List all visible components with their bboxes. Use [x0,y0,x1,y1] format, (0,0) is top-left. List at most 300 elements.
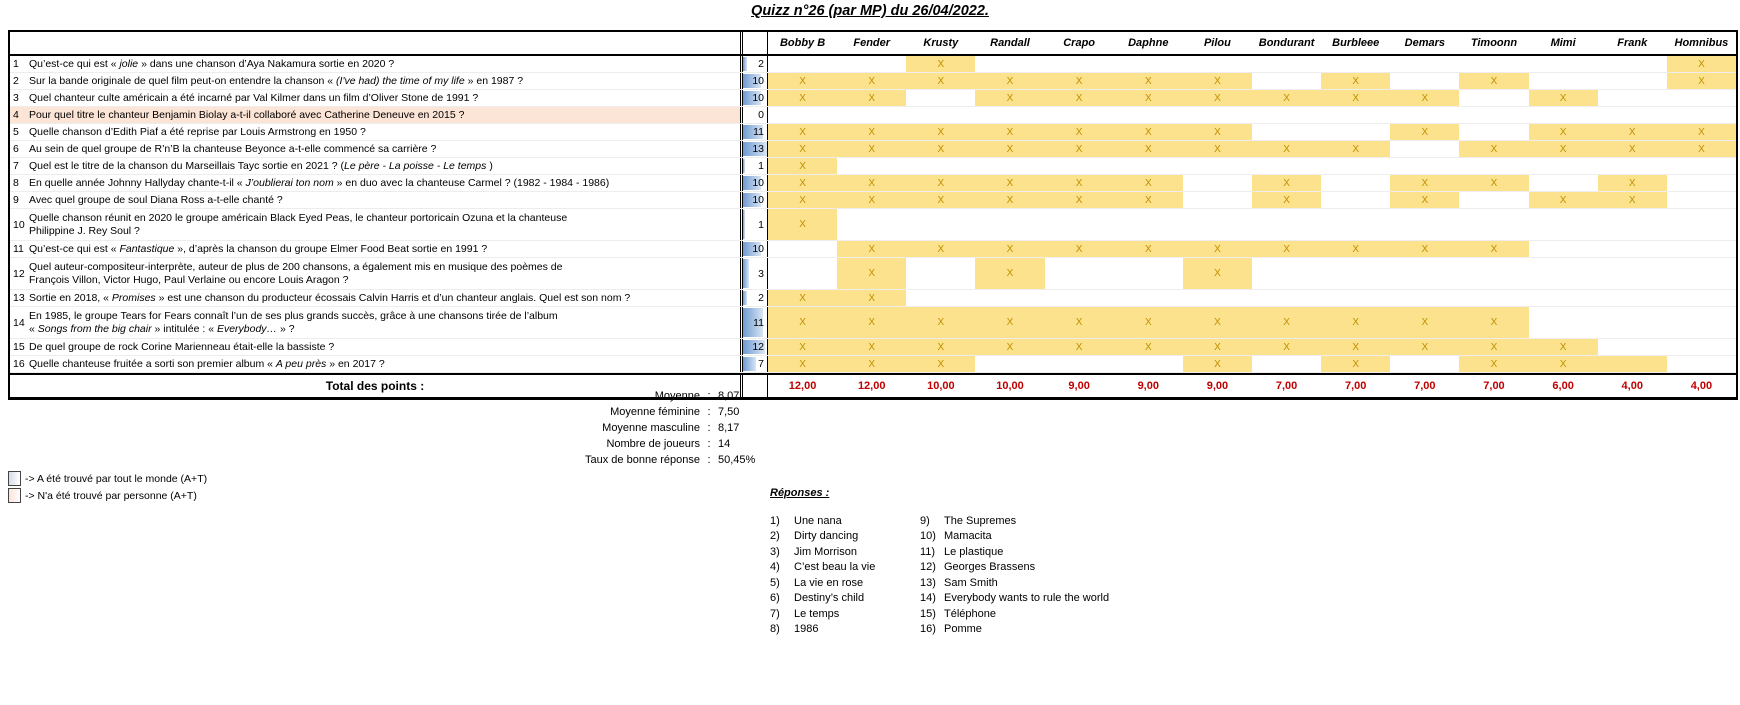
mark-cell[interactable] [1390,258,1459,289]
mark-cell[interactable] [906,209,975,240]
mark-cell[interactable] [1183,107,1252,123]
mark-cell[interactable] [1529,158,1598,174]
mark-cell[interactable]: X [768,209,837,240]
mark-cell[interactable]: X [1390,307,1459,338]
stat-value[interactable]: 7,50 [718,406,740,418]
mark-cell[interactable] [837,209,906,240]
mark-cell[interactable] [1598,258,1667,289]
mark-cell[interactable] [1459,209,1528,240]
mark-cell[interactable] [975,290,1044,306]
mark-cell[interactable] [1114,356,1183,372]
mark-cell[interactable]: X [1321,73,1390,89]
mark-cell[interactable] [1114,56,1183,72]
mark-cell[interactable]: X [837,241,906,257]
mark-cell[interactable]: X [1045,307,1114,338]
mark-cell[interactable]: X [837,141,906,157]
mark-cell[interactable] [1252,158,1321,174]
mark-cell[interactable]: X [1529,192,1598,208]
mark-cell[interactable]: X [1459,241,1528,257]
mark-cell[interactable] [1045,258,1114,289]
score-cell[interactable] [740,356,768,372]
mark-cell[interactable]: X [1114,90,1183,106]
mark-cell[interactable]: X [837,290,906,306]
mark-cell[interactable] [1390,107,1459,123]
mark-cell[interactable]: X [906,175,975,191]
mark-cell[interactable]: X [906,73,975,89]
question-cell[interactable] [10,141,740,157]
mark-cell[interactable]: X [1114,241,1183,257]
mark-cell[interactable]: X [906,241,975,257]
player-header[interactable]: Homnibus [1674,37,1729,49]
mark-cell[interactable] [1252,290,1321,306]
mark-cell[interactable]: X [975,90,1044,106]
mark-cell[interactable] [1667,90,1736,106]
total-value[interactable]: 9,00 [1206,380,1229,392]
mark-cell[interactable]: X [1598,124,1667,140]
mark-cell[interactable]: X [975,339,1044,355]
score-cell[interactable] [740,241,768,257]
mark-cell[interactable] [1321,175,1390,191]
answer-item[interactable] [770,513,920,529]
mark-cell[interactable]: X [1183,73,1252,89]
player-header[interactable]: Krusty [923,37,959,49]
mark-cell[interactable] [1183,209,1252,240]
mark-cell[interactable] [975,107,1044,123]
mark-cell[interactable] [1598,290,1667,306]
question-cell[interactable] [10,124,740,140]
mark-cell[interactable]: X [906,339,975,355]
player-header[interactable]: Randall [990,37,1030,49]
player-header[interactable]: Mimi [1550,37,1576,49]
mark-cell[interactable] [1598,56,1667,72]
mark-cell[interactable] [1529,258,1598,289]
score-cell[interactable] [740,73,768,89]
answer-item[interactable] [920,529,1109,545]
mark-cell[interactable] [1529,73,1598,89]
score-cell[interactable] [740,192,768,208]
mark-cell[interactable] [1390,209,1459,240]
mark-cell[interactable] [1114,107,1183,123]
mark-cell[interactable] [1390,290,1459,306]
score-cell[interactable] [740,339,768,355]
mark-cell[interactable]: X [1459,307,1528,338]
mark-cell[interactable]: X [1183,90,1252,106]
player-header[interactable]: Fender [853,37,891,49]
mark-cell[interactable]: X [975,175,1044,191]
mark-cell[interactable]: X [1598,192,1667,208]
mark-cell[interactable]: X [768,307,837,338]
mark-cell[interactable] [906,158,975,174]
mark-cell[interactable] [1045,290,1114,306]
mark-cell[interactable] [1045,56,1114,72]
mark-cell[interactable]: X [1114,339,1183,355]
mark-cell[interactable]: X [1183,141,1252,157]
mark-cell[interactable] [975,56,1044,72]
mark-cell[interactable] [1598,158,1667,174]
player-header[interactable]: Crapo [1063,37,1096,49]
mark-cell[interactable]: X [975,141,1044,157]
answer-item[interactable] [770,622,920,638]
total-value[interactable]: 6,00 [1552,380,1574,392]
score-cell[interactable] [740,107,768,123]
mark-cell[interactable]: X [837,73,906,89]
mark-cell[interactable] [906,290,975,306]
mark-cell[interactable]: X [837,307,906,338]
question-cell[interactable] [10,241,740,257]
mark-cell[interactable]: X [1667,124,1736,140]
mark-cell[interactable]: X [1183,356,1252,372]
answer-item[interactable] [920,622,1109,638]
mark-cell[interactable] [1667,158,1736,174]
mark-cell[interactable] [1114,158,1183,174]
answer-item[interactable] [770,591,920,607]
question-cell[interactable] [10,290,740,306]
stat-value[interactable]: 14 [718,438,731,450]
mark-cell[interactable] [1598,90,1667,106]
mark-cell[interactable]: X [1321,141,1390,157]
player-header[interactable]: Demars [1404,37,1446,49]
question-cell[interactable] [10,258,740,289]
mark-cell[interactable] [1667,307,1736,338]
player-header[interactable]: Daphne [1128,37,1169,49]
mark-cell[interactable] [1045,107,1114,123]
mark-cell[interactable] [1459,90,1528,106]
mark-cell[interactable] [1321,192,1390,208]
mark-cell[interactable] [1321,209,1390,240]
mark-cell[interactable]: X [768,158,837,174]
mark-cell[interactable]: X [1183,258,1252,289]
mark-cell[interactable]: X [906,56,975,72]
mark-cell[interactable] [837,56,906,72]
mark-cell[interactable] [1459,258,1528,289]
answer-item[interactable] [770,529,920,545]
mark-cell[interactable] [768,56,837,72]
mark-cell[interactable]: X [975,73,1044,89]
mark-cell[interactable]: X [1529,141,1598,157]
score-cell[interactable] [740,124,768,140]
total-value[interactable]: 9,00 [1137,380,1159,392]
mark-cell[interactable] [1390,56,1459,72]
mark-cell[interactable] [837,158,906,174]
mark-cell[interactable] [1459,56,1528,72]
mark-cell[interactable] [1598,339,1667,355]
question-cell[interactable] [10,209,740,240]
mark-cell[interactable] [1183,192,1252,208]
mark-cell[interactable] [1529,56,1598,72]
mark-cell[interactable]: X [768,290,837,306]
mark-cell[interactable] [1252,107,1321,123]
player-header[interactable]: Bondurant [1258,37,1315,49]
mark-cell[interactable]: X [837,175,906,191]
mark-cell[interactable]: X [906,141,975,157]
player-header[interactable]: Bobby B [779,37,826,49]
mark-cell[interactable] [1321,290,1390,306]
mark-cell[interactable] [768,241,837,257]
mark-cell[interactable] [906,258,975,289]
mark-cell[interactable] [1598,307,1667,338]
total-value[interactable]: 7,00 [1275,380,1298,392]
question-column-header[interactable] [10,32,740,54]
mark-cell[interactable] [1459,107,1528,123]
player-header[interactable]: Frank [1617,37,1648,49]
mark-cell[interactable]: X [1459,73,1528,89]
score-cell[interactable] [740,307,768,338]
mark-cell[interactable] [1529,307,1598,338]
total-value[interactable]: 12,00 [857,380,886,392]
mark-cell[interactable]: X [837,90,906,106]
mark-cell[interactable] [1459,192,1528,208]
mark-cell[interactable]: X [1183,124,1252,140]
mark-cell[interactable]: X [1667,141,1736,157]
mark-cell[interactable] [1667,258,1736,289]
answer-item[interactable] [770,575,920,591]
answer-item[interactable] [920,591,1109,607]
answer-item[interactable] [920,513,1109,529]
total-value[interactable]: 4,00 [1621,380,1643,392]
mark-cell[interactable]: X [906,356,975,372]
mark-cell[interactable] [1667,339,1736,355]
mark-cell[interactable]: X [768,356,837,372]
mark-cell[interactable]: X [1252,241,1321,257]
mark-cell[interactable] [1321,124,1390,140]
mark-cell[interactable]: X [1529,356,1598,372]
mark-cell[interactable]: X [837,258,906,289]
mark-cell[interactable]: X [1114,124,1183,140]
mark-cell[interactable] [1183,290,1252,306]
question-cell[interactable] [10,107,740,123]
mark-cell[interactable]: X [768,192,837,208]
answer-item[interactable] [920,575,1109,591]
mark-cell[interactable]: X [975,241,1044,257]
mark-cell[interactable] [1390,141,1459,157]
answer-item[interactable] [770,560,920,576]
mark-cell[interactable]: X [1390,90,1459,106]
mark-cell[interactable] [906,90,975,106]
mark-cell[interactable]: X [906,192,975,208]
mark-cell[interactable]: X [1667,56,1736,72]
mark-cell[interactable]: X [1183,307,1252,338]
mark-cell[interactable] [1114,290,1183,306]
mark-cell[interactable] [1598,241,1667,257]
score-cell[interactable] [740,56,768,72]
mark-cell[interactable] [1529,290,1598,306]
mark-cell[interactable]: X [906,307,975,338]
score-cell[interactable] [740,158,768,174]
mark-cell[interactable]: X [1045,73,1114,89]
mark-cell[interactable] [1529,175,1598,191]
mark-cell[interactable]: X [1252,192,1321,208]
mark-cell[interactable]: X [1114,175,1183,191]
mark-cell[interactable] [1045,356,1114,372]
mark-cell[interactable] [1114,258,1183,289]
mark-cell[interactable] [1667,175,1736,191]
mark-cell[interactable]: X [1045,90,1114,106]
mark-cell[interactable]: X [1529,124,1598,140]
mark-cell[interactable] [1321,56,1390,72]
answer-item[interactable] [920,560,1109,576]
mark-cell[interactable] [1390,356,1459,372]
mark-cell[interactable]: X [837,356,906,372]
mark-cell[interactable]: X [768,339,837,355]
mark-cell[interactable]: X [1459,141,1528,157]
mark-cell[interactable] [1252,258,1321,289]
mark-cell[interactable]: X [975,307,1044,338]
mark-cell[interactable]: X [1459,339,1528,355]
mark-cell[interactable] [1252,209,1321,240]
score-cell[interactable] [740,175,768,191]
mark-cell[interactable] [1667,209,1736,240]
mark-cell[interactable] [768,107,837,123]
mark-cell[interactable]: X [1321,241,1390,257]
mark-cell[interactable]: X [768,73,837,89]
total-value[interactable]: 7,00 [1344,380,1367,392]
question-cell[interactable] [10,90,740,106]
total-value[interactable]: 7,00 [1483,380,1505,392]
mark-cell[interactable] [975,158,1044,174]
mark-cell[interactable]: X [906,124,975,140]
mark-cell[interactable] [1529,209,1598,240]
mark-cell[interactable]: X [1045,192,1114,208]
mark-cell[interactable] [1321,258,1390,289]
mark-cell[interactable] [1321,107,1390,123]
mark-cell[interactable] [1045,209,1114,240]
mark-cell[interactable]: X [837,124,906,140]
answer-item[interactable] [770,606,920,622]
mark-cell[interactable] [1321,158,1390,174]
mark-cell[interactable] [1114,209,1183,240]
mark-cell[interactable] [837,107,906,123]
mark-cell[interactable] [1598,73,1667,89]
mark-cell[interactable]: X [1459,356,1528,372]
mark-cell[interactable]: X [1529,339,1598,355]
mark-cell[interactable] [1598,107,1667,123]
question-cell[interactable] [10,175,740,191]
mark-cell[interactable]: X [837,192,906,208]
mark-cell[interactable]: X [1598,175,1667,191]
player-header[interactable]: Burbleee [1332,37,1380,49]
mark-cell[interactable] [1459,124,1528,140]
mark-cell[interactable]: X [768,124,837,140]
total-value[interactable]: 7,00 [1414,380,1436,392]
mark-cell[interactable]: X [768,141,837,157]
stat-value[interactable]: 50,45% [718,454,756,466]
mark-cell[interactable]: X [1390,241,1459,257]
mark-cell[interactable]: X [1321,307,1390,338]
mark-cell[interactable]: X [1252,307,1321,338]
mark-cell[interactable]: X [1252,90,1321,106]
mark-cell[interactable] [1529,107,1598,123]
answer-item[interactable] [920,544,1109,560]
mark-cell[interactable]: X [1459,175,1528,191]
mark-cell[interactable] [1390,73,1459,89]
mark-cell[interactable] [1667,241,1736,257]
mark-cell[interactable] [1667,192,1736,208]
player-header[interactable]: Pilou [1203,37,1231,49]
mark-cell[interactable]: X [1667,73,1736,89]
mark-cell[interactable]: X [1252,141,1321,157]
answer-item[interactable] [770,544,920,560]
mark-cell[interactable] [1459,158,1528,174]
mark-cell[interactable]: X [1529,90,1598,106]
mark-cell[interactable]: X [1183,241,1252,257]
question-cell[interactable] [10,339,740,355]
mark-cell[interactable] [1529,241,1598,257]
mark-cell[interactable]: X [768,175,837,191]
mark-cell[interactable]: X [1183,339,1252,355]
mark-cell[interactable] [1252,124,1321,140]
mark-cell[interactable]: X [1114,192,1183,208]
mark-cell[interactable] [1667,356,1736,372]
mark-cell[interactable] [975,209,1044,240]
score-cell[interactable] [740,209,768,240]
score-column-header[interactable] [740,32,768,54]
mark-cell[interactable] [906,107,975,123]
mark-cell[interactable]: X [768,90,837,106]
mark-cell[interactable]: X [1321,339,1390,355]
question-cell[interactable] [10,158,740,174]
mark-cell[interactable] [975,356,1044,372]
mark-cell[interactable] [1183,158,1252,174]
stat-value[interactable]: 8,07 [718,390,740,402]
question-cell[interactable] [10,73,740,89]
mark-cell[interactable] [1667,107,1736,123]
mark-cell[interactable]: X [1390,124,1459,140]
mark-cell[interactable]: X [1390,339,1459,355]
score-cell[interactable] [740,258,768,289]
mark-cell[interactable]: X [1390,175,1459,191]
mark-cell[interactable]: X [1045,241,1114,257]
mark-cell[interactable] [1390,158,1459,174]
mark-cell[interactable] [1598,356,1667,372]
stat-value[interactable]: 8,17 [718,422,740,434]
player-header[interactable]: Timoonn [1470,37,1518,49]
mark-cell[interactable]: X [1045,175,1114,191]
question-cell[interactable] [10,356,740,372]
mark-cell[interactable]: X [1045,339,1114,355]
total-value[interactable]: 12,00 [788,380,817,392]
mark-cell[interactable] [1252,356,1321,372]
mark-cell[interactable]: X [975,124,1044,140]
score-cell[interactable] [740,290,768,306]
mark-cell[interactable]: X [1114,73,1183,89]
mark-cell[interactable]: X [1598,141,1667,157]
mark-cell[interactable]: X [975,192,1044,208]
mark-cell[interactable]: X [975,258,1044,289]
score-cell[interactable] [740,90,768,106]
total-value[interactable]: 4,00 [1690,380,1713,392]
question-cell[interactable] [10,192,740,208]
total-value[interactable]: 10,00 [996,380,1024,392]
mark-cell[interactable] [1598,209,1667,240]
question-cell[interactable] [10,56,740,72]
mark-cell[interactable]: X [1045,124,1114,140]
mark-cell[interactable] [1667,290,1736,306]
mark-cell[interactable] [1459,290,1528,306]
mark-cell[interactable]: X [1252,175,1321,191]
mark-cell[interactable]: X [1321,90,1390,106]
mark-cell[interactable] [1045,158,1114,174]
mark-cell[interactable] [1183,175,1252,191]
mark-cell[interactable] [1252,56,1321,72]
total-value[interactable]: 9,00 [1068,380,1090,392]
mark-cell[interactable]: X [837,339,906,355]
mark-cell[interactable]: X [1114,141,1183,157]
mark-cell[interactable]: X [1390,192,1459,208]
answer-item[interactable] [920,606,1109,622]
score-cell[interactable] [740,141,768,157]
question-cell[interactable] [10,307,740,338]
total-value[interactable]: 10,00 [927,380,955,392]
